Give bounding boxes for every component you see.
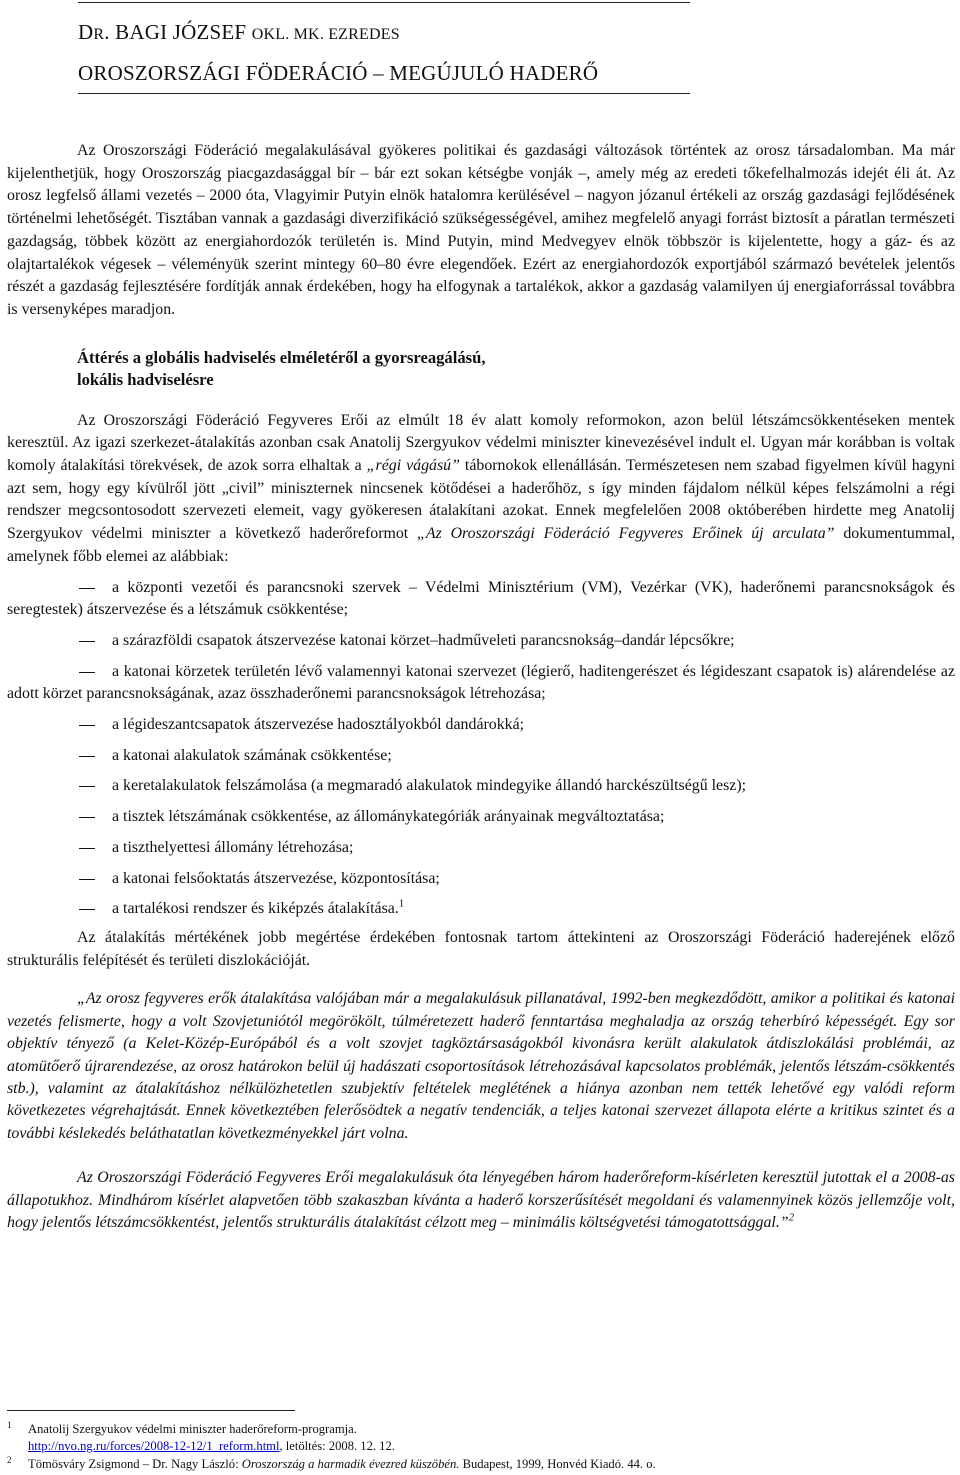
dash-bullet [79,909,95,910]
dash-bullet [79,588,95,589]
header-title: OROSZORSZÁGI FÖDERÁCIÓ – MEGÚJULÓ HADERŐ [78,61,599,85]
quote-paragraph-1: „Az orosz fegyveres erők átalakítása valójában már a megalakulásuk pillanatával, 1992-ben megkezdődött, amikor a politikai és katonai vezetés felismerte, hogy a volt Szovjetuniótól megörökölt, túlméretezett haderő fenntartása meghaladja az ország teherbíró képességét. Egy sor objektív tényező (a Kelet-Közép-Európából és a volt szovjet tagköztársaságokból kivonásra került alakulatok átdiszlokálási problémái, az atomütőerő újrarendezése, az orosz határokon belül új hadászati csoportosítások létrehozásával kapcsolatos problémák, jelentős létszám-csökkentés stb.), valamint az átalakításhoz nélkülözhetetlen szubjektív feltételek meglétének a hiánya azonban nem tették lehetővé egy valódi reform következetes végrehajtását. Ennek következtében felerősödtek a negatív tendenciák, a teljes katonai szervezet állapota elérte a kritikus szintet és a további késlekedés beláthatatlan következményekkel járt volna. [7,990,955,1142]
dash-bullet [79,641,95,642]
list-item: a központi vezetői és parancsnoki szervek – Védelmi Minisztérium (VM), Vezérkar (VK), haderőnemi parancsnokságok és seregtestek) átszervezése és a létszámuk csökkentése; [7,578,955,619]
dash-bullet [79,725,95,726]
footnote-rule [7,1410,295,1411]
list-item: a tartalékosi rendszer és kiképzés átalakítása.$^1$ [7,898,955,921]
header-bottom-rule [78,93,690,94]
dash-bullet [79,817,95,818]
footnote-ref-2[interactable]: 2 [788,1211,795,1224]
footnote-ref-1[interactable]: 1 [398,897,405,910]
main-content [7,140,955,1234]
dash-bullet [79,756,95,757]
list-item: a katonai alakulatok számának csökkentése; [7,745,955,768]
header-top-rule [78,2,690,3]
list-item: a katonai felsőoktatás átszervezése, központosítása; [7,868,955,891]
intro-paragraph: Az Oroszországi Föderáció megalakulásával gyökeres politikai és gazdasági változások történtek az orosz társadalomban. Ma már kijelenthetjük, hogy Oroszország piacgazdasággal bír – bár ezt sokan kétségbe vonják –, amely még az eredeti tőkefelhalmozás idejét éli át. Az orosz legfelső állami vezetés – 2000 óta, Vlagyimir Putyin elnök hatalomra kerülésével – nagyon józanul értékeli az ország gazdasági fejlődésének történelmi lehetőségét. Tisztában vannak a gazdasági diverzifikáció szükségességével, amihez megfelelő anyagi forrást biztosít a páratlan természeti gazdagság, többek között az energiahordozók területén is. Mind Putyin, mind Medvegyev elnök többször is kijelentette, hogy a gáz- és az olajtartalékok végesek – véleményük szerint mintegy 60–80 évre elegendőek. Ezért az energiahordozók exportjából származó bevételek jelentős részét a gazdaság fejlesztésére fordítják annak érdekében, hogy ha elfogynak a tartalékok, akkor a gazdaság valamilyen új energiaforrással továbbra is versenyképes maradjon. [7,142,955,318]
list-item: a katonai körzetek területén lévő valamennyi katonai szervezet (légierő, haditengerészet és légideszant csapatok is) alárendelése az adott körzet parancsnokságának, azaz összhaderőnemi parancsnokságok létrehozása; [7,662,955,703]
list-item: a tisztek létszámának csökkentése, az állománykategóriák arányainak megváltoztatása; [7,806,955,829]
footnote-link[interactable]: http://nvo.ng.ru/forces/2008-12-12/1_reform.html [28,1439,280,1453]
section-heading: Áttérés a globális hadviselés elméletéről a gyorsreagálású, lokális hadviselésre [77,347,486,389]
list-item: a tiszthelyettesi állomány létrehozása; [7,837,955,860]
dash-bullet [79,672,95,673]
dash-bullet [79,786,95,787]
header-author: DR. BAGI JÓZSEF OKL. MK. EZREDES [78,20,400,44]
quote-paragraph-2: Az Oroszországi Föderáció Fegyveres Erői megalakulásuk óta lényegében három haderőreform-kísérleten keresztül jutottak el a 2008-as állapotukhoz. Mindhárom kísérlet alapvetően több szakaszban kívánta a haderő korszerűsítését megoldani és valamennyinek közös jellemzője volt, hogy jelentős létszámcsökkentést, jelentős strukturális átalakítást célzott meg – minimális költségvetési támogatottsággal.”$^2$ [7,1169,955,1232]
section-paragraph-2: Az átalakítás mértékének jobb megértése érdekében fontosnak tartom áttekinteni az Oroszországi Föderáció haderejének előző strukturális felépítését és területi diszlokációját. [7,928,955,969]
dash-bullet [79,848,95,849]
section-paragraph-1: Az Oroszországi Föderáció Fegyveres Erői az elmúlt 18 év alatt komoly reformokon, azon belül létszámcsökkentéseken mentek keresztül. Az igazi szerkezet-átalakítás azonban csak Anatolij Szergyukov védelmi miniszter kinevezésével indult el. Ugyan már korábban is voltak komoly átalakítási törekvések, de azok sorra elhaltak a „régi vágású” tábornokok ellenállásán. Természetesen nem szabad figyelmen kívül hagyni azt sem, hogy egy kívülről jött „civil” miniszternek nincsenek kötődései a haderőhöz, s így minden fájdalom nélkül képes felszámolni a régi rendszer megcsontosodott szervezeti elemeit, vagy gyökeresen átalakítani azokat. Ennek megfelelően 2008 októberében hirdette meg Anatolij Szergyukov védelmi miniszter a következő haderőreformot „Az Oroszországi Föderáció Fegyveres Erőinek új arculata” dokumentummal, amelynek főbb elemei az alábbiak: [7,411,955,565]
list-item: a légideszantcsapatok átszervezése hadosztályokból dandárokká; [7,714,955,737]
document-page: DR. BAGI JÓZSEF OKL. MK. EZREDES OROSZORSZÁGI FÖDERÁCIÓ – MEGÚJULÓ HADERŐ Az Oroszországi Föderáció megalakulásával gyökeres politikai és gazdasági változások történtek az orosz társadalomban. Ma már kijelenthetjük, hogy Oroszország piacgazdasággal bír – bár ezt sokan kétségbe vonják –, amely még az eredeti tőkefelhalmozás idejét éli át. Az orosz legfelső állami vezetés – 2000 óta, Vlagyimir Putyin elnök hatalomra kerülésével – nagyon józanul értékeli az ország gazdasági fejlődésének történelmi lehetőségét. Tisztában vannak a gazdasági diverzifikáció szükségességével, amihez megfelelő anyagi forrást biztosít a páratlan természeti gazdagság, többek között az energiahordozók területén is. Mind Putyin, mind Medvegyev elnök többször is kijelentette, hogy a gáz- és az olajtartalékok végesek – véleményük szerint mintegy 60–80 évre elegendőek. Ezért az energiahordozók exportjából származó bevételek jelentős részét a gazdaság fejlesztésére fordítják annak érdekében, hogy ha elfogynak a tartalékok, akkor a gazdaság valamilyen új energiaforrással továbbra is versenyképes maradjon. Áttérés a globális hadviselés elméletéről a gyorsreagálású, lokális hadviselésre Az Oroszországi Föderáció Fegyveres Erői az elmúlt 18 év alatt komoly reformokon, azon belül létszámcsökkentéseken mentek keresztül. Az igazi szerkezet-átalakítás azonban csak Anatolij Szergyukov védelmi miniszter kinevezésével indult el. Ugyan már korábban is voltak komoly átalakítási törekvések, de azok sorra elhaltak a „régi vágású” tábornokok ellenállásán. Természetesen nem szabad figyelmen kívül hagyni azt sem, hogy egy kívülről jött „civil” miniszternek nincsenek kötődései a haderőhöz, s így minden fájdalom nélkül képes felszámolni a régi rendszer megcsontosodott szervezeti elemeit, vagy gyökeresen átalakítani azokat. Ennek megfelelően 2008 októberében hirdette meg Anatolij Szergyukov védelmi miniszter a következő haderőreformot „Az Oroszországi Föderáció Fegyveres Erőinek új arculata” dokumentummal, amelynek főbb elemei az alábbiak: a központi vezetői és parancsnoki szervek – Védelmi Minisztérium (VM), Vezérkar (VK), haderőnemi parancsnokságok és seregtestek) átszervezése és a létszámuk csökkentése; a szárazföldi csapatok átszervezése katonai körzet–hadműveleti parancsnokság–dandár lépcsőkre; a katonai körzetek területén lévő valamennyi katonai szervezet (légierő, haditengerészet és légideszant csapatok is) alárendelése az adott körzet parancsnokságának, azaz összhaderőnemi parancsnokságok létrehozása; a légideszantcsapatok átszervezése hadosztályokból dandárokká; a katonai alakulatok számának csökkentése; a keretalakulatok felszámolása (a megmaradó alakulatok mindegyike állandó harckészültségű lesz); a tisztek létszámának csökkentése, az állománykategóriák arányainak megváltoztatása; a tiszthelyettesi állomány létrehozása; a katonai felsőoktatás átszervezése, központosítása; a tartalékosi rendszer és kiképzés átalakítása.$^1$ Az átalakítás mértékének jobb megértése érdekében fontosnak tartom áttekinteni az Oroszországi Föderáció haderejének előző strukturális felépítését és területi diszlokációját. „Az orosz fegyveres erők átalakítása valójában már a megalakulásuk pillanatával, 1992-ben megkezdődött, amikor a politikai és katonai vezetés felismerte, hogy a volt Szovjetuniótól megörökölt, túlméretezett haderő fenntartása meghaladja az ország teherbíró képességét. Egy sor objektív tényező (a Kelet-Közép-Európából és a volt szovjet tagköztársaságokból kivonásra került alakulatok átdiszlokálási problémái, az atomütőerő újrarendezése, az orosz határokon belül új hadászati csoportosítások létrehozásával kapcsolatos problémák, jelentős létszám-csökkentés stb.), valamint az átalakításhoz nélkülözhetetlen szubjektív feltételek meglétének a hiánya azonban nem tették lehetővé egy valódi reform következetes végrehajtását. Ennek következtében felerősödtek a negatív tendenciák, a teljes katonai szervezet állapota elérte a kritikus szintet és a további késlekedés beláthatatlan következményekkel járt volna. Az Oroszországi Föderáció Fegyveres Erői megalakulásuk óta lényegében három haderőreform-kísérleten keresztül jutottak el a 2008-as állapotukhoz. Mindhárom kísérlet alapvetően több szakaszban kívánta a haderő korszerűsítését megoldani és valamennyinek közös jellemzője volt, hogy jelentős létszámcsökkentést, jelentős strukturális átalakítást célzott meg – minimális költségvetési támogatottsággal.”$^2$ 1 Anatolij Szergyukov védelmi miniszter haderőreform-programja. http://nvo.ng.ru/forces/2008-12-12/1_reform.html, letöltés: 2008. 12. 12. 2 Tömösváry Zsigmond – Dr. Nagy László: Oroszország a harmadik évezred küszöbén. Budapest, 1999, Honvéd Kiadó. 44. o. [0,0,960,1475]
list-item: a szárazföldi csapatok átszervezése katonai körzet–hadműveleti parancsnokság–dandár lépcsőkre; [7,630,955,653]
dash-bullet [79,879,95,880]
reform-list [7,577,955,921]
list-item: a keretalakulatok felszámolása (a megmaradó alakulatok mindegyike állandó harckészültségű lesz); [7,775,955,798]
